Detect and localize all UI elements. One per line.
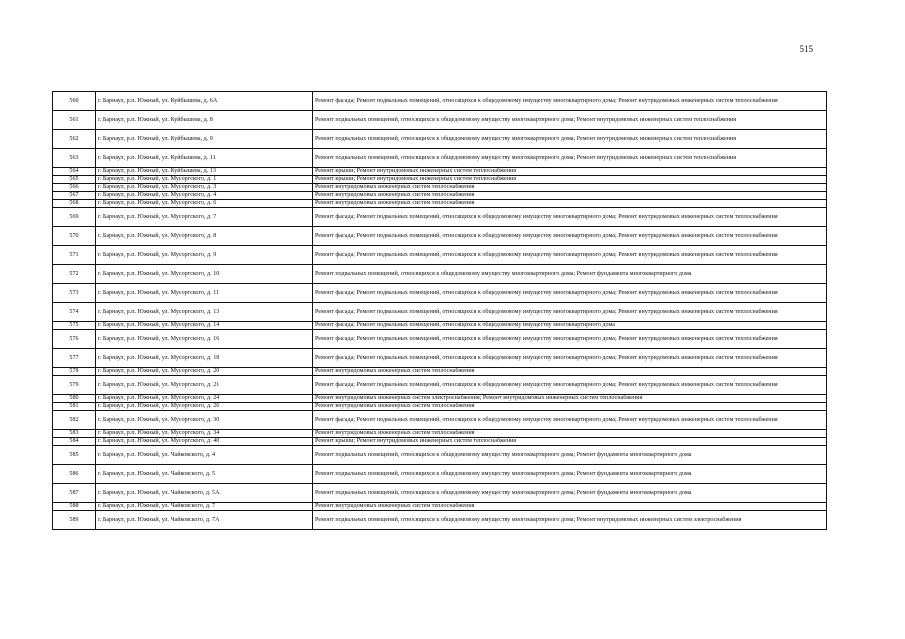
- row-address: г. Барнаул, р.п. Южный, ул. Чайковского, д. 5А: [96, 484, 313, 503]
- table-row: [53, 92, 827, 111]
- row-number: 589: [53, 511, 96, 530]
- row-works: Ремонт фасада; Ремонт подвальных помещений, относящихся к общедомовому имуществу многоквартирного дома; Ремонт внутридомовых инженерных систем теплоснабжения: [313, 284, 827, 303]
- table-row: [53, 395, 827, 403]
- row-works: Ремонт фасада; Ремонт подвальных помещений, относящихся к общедомовому имуществу многоквартирного дома; Ремонт внутридомовых инженерных систем теплоснабжения: [313, 330, 827, 349]
- table-row: [53, 184, 827, 192]
- row-number: 584: [53, 438, 96, 446]
- row-address: г. Барнаул, р.п. Южный, ул. Куйбышева, д. 8: [96, 111, 313, 130]
- row-address: г. Барнаул, р.п. Южный, ул. Мусоргского, д. 13: [96, 303, 313, 322]
- row-address: г. Барнаул, р.п. Южный, ул. Мусоргского, д. 30: [96, 411, 313, 430]
- row-number: 577: [53, 349, 96, 368]
- row-number: 568: [53, 200, 96, 208]
- row-address: г. Барнаул, р.п. Южный, ул. Мусоргского, д. 10: [96, 265, 313, 284]
- row-address: г. Барнаул, р.п. Южный, ул. Чайковского, д. 7: [96, 503, 313, 511]
- row-works: Ремонт внутридомовых инженерных систем электроснабжения; Ремонт внутридомовых инженерных систем теплоснабжения: [313, 395, 827, 403]
- row-number: 565: [53, 176, 96, 184]
- row-number: 579: [53, 376, 96, 395]
- row-number: 562: [53, 130, 96, 149]
- table-row: [53, 130, 827, 149]
- row-address: г. Барнаул, р.п. Южный, ул. Мусоргского, д. 24: [96, 395, 313, 403]
- row-number: 560: [53, 92, 96, 111]
- row-number: 570: [53, 227, 96, 246]
- row-address: г. Барнаул, р.п. Южный, ул. Мусоргского, д. 20: [96, 368, 313, 376]
- table-row: [53, 368, 827, 376]
- row-address: г. Барнаул, р.п. Южный, ул. Мусоргского, д. 3: [96, 184, 313, 192]
- table-row: [53, 284, 827, 303]
- row-address: г. Барнаул, р.п. Южный, ул. Мусоргского, д. 6: [96, 200, 313, 208]
- table-row: [53, 111, 827, 130]
- row-number: 586: [53, 465, 96, 484]
- table-row: [53, 303, 827, 322]
- row-address: г. Барнаул, р.п. Южный, ул. Мусоргского, д. 16: [96, 330, 313, 349]
- table-row: [53, 446, 827, 465]
- row-number: 583: [53, 430, 96, 438]
- row-address: г. Барнаул, р.п. Южный, ул. Мусоргского, д. 26: [96, 403, 313, 411]
- table-row: [53, 465, 827, 484]
- row-works: Ремонт фасада; Ремонт подвальных помещений, относящихся к общедомовому имуществу многоквартирного дома; Ремонт внутридомовых инженерных систем теплоснабжения: [313, 208, 827, 227]
- row-address: г. Барнаул, р.п. Южный, ул. Мусоргского, д. 21: [96, 376, 313, 395]
- table-row: [53, 192, 827, 200]
- row-number: 573: [53, 284, 96, 303]
- row-works: Ремонт крыши; Ремонт внутридомовых инженерных систем теплоснабжения: [313, 168, 827, 176]
- row-number: 561: [53, 111, 96, 130]
- row-address: г. Барнаул, р.п. Южный, ул. Куйбышева, д. 11: [96, 149, 313, 168]
- row-works: Ремонт внутридомовых инженерных систем теплоснабжения: [313, 403, 827, 411]
- table-row: [53, 246, 827, 265]
- row-works: Ремонт фасада; Ремонт подвальных помещений, относящихся к общедомовому имуществу многоквартирного дома; Ремонт внутридомовых инженерных систем теплоснабжения: [313, 92, 827, 111]
- row-number: 567: [53, 192, 96, 200]
- table-row: [53, 438, 827, 446]
- table-row: [53, 322, 827, 330]
- table-row: [53, 430, 827, 438]
- row-works: Ремонт подвальных помещений, относящихся к общедомовому имуществу многоквартирного дома; Ремонт фундамента многоквартирного дома: [313, 484, 827, 503]
- table-row: [53, 208, 827, 227]
- row-number: 575: [53, 322, 96, 330]
- page-number: 515: [799, 44, 813, 54]
- row-address: г. Барнаул, р.п. Южный, ул. Куйбышева, д. 6А: [96, 92, 313, 111]
- row-works: Ремонт крыши; Ремонт внутридомовых инженерных систем теплоснабжения: [313, 438, 827, 446]
- row-address: г. Барнаул, р.п. Южный, ул. Мусоргского, д. 40: [96, 438, 313, 446]
- row-address: г. Барнаул, р.п. Южный, ул. Мусоргского, д. 11: [96, 284, 313, 303]
- row-works: Ремонт внутридомовых инженерных систем теплоснабжения: [313, 192, 827, 200]
- table-row: [53, 330, 827, 349]
- row-works: Ремонт фасада; Ремонт подвальных помещений, относящихся к общедомовому имуществу многоквартирного дома; Ремонт внутридомовых инженерных систем теплоснабжения: [313, 227, 827, 246]
- table-row: [53, 227, 827, 246]
- row-works: Ремонт подвальных помещений, относящихся к общедомовому имуществу многоквартирного дома; Ремонт фундамента многоквартирного дома: [313, 265, 827, 284]
- row-number: 576: [53, 330, 96, 349]
- row-works: Ремонт подвальных помещений, относящихся к общедомовому имуществу многоквартирного дома; Ремонт фундамента многоквартирного дома: [313, 465, 827, 484]
- row-number: 578: [53, 368, 96, 376]
- row-number: 582: [53, 411, 96, 430]
- row-works: Ремонт подвальных помещений, относящихся к общедомовому имуществу многоквартирного дома; Ремонт внутридомовых инженерных систем теплоснабжения: [313, 111, 827, 130]
- table-row: [53, 349, 827, 368]
- row-works: Ремонт внутридомовых инженерных систем теплоснабжения: [313, 368, 827, 376]
- row-works: Ремонт фасада; Ремонт подвальных помещений, относящихся к общедомовому имуществу многоквартирного дома; Ремонт внутридомовых инженерных систем теплоснабжения: [313, 376, 827, 395]
- table-row: [53, 200, 827, 208]
- table-row: [53, 376, 827, 395]
- row-number: 572: [53, 265, 96, 284]
- row-address: г. Барнаул, р.п. Южный, ул. Мусоргского, д. 34: [96, 430, 313, 438]
- row-number: 564: [53, 168, 96, 176]
- works-registry-table: [52, 91, 827, 530]
- row-works: Ремонт фасада; Ремонт подвальных помещений, относящихся к общедомовому имуществу многоквартирного дома; Ремонт внутридомовых инженерных систем теплоснабжения: [313, 246, 827, 265]
- row-works: Ремонт подвальных помещений, относящихся к общедомовому имуществу многоквартирного дома; Ремонт внутридомовых инженерных систем теплоснабжения: [313, 149, 827, 168]
- registry-rows: [53, 92, 827, 530]
- table-row: [53, 411, 827, 430]
- row-number: 571: [53, 246, 96, 265]
- row-number: 574: [53, 303, 96, 322]
- row-address: г. Барнаул, р.п. Южный, ул. Чайковского, д. 5: [96, 465, 313, 484]
- table-row: [53, 149, 827, 168]
- row-number: 563: [53, 149, 96, 168]
- row-address: г. Барнаул, р.п. Южный, ул. Мусоргского, д. 4: [96, 192, 313, 200]
- row-address: г. Барнаул, р.п. Южный, ул. Куйбышева, д. 9: [96, 130, 313, 149]
- row-address: г. Барнаул, р.п. Южный, ул. Мусоргского, д. 1: [96, 176, 313, 184]
- row-number: 585: [53, 446, 96, 465]
- row-works: Ремонт фасада; Ремонт подвальных помещений, относящихся к общедомовому имуществу многоквартирного дома; Ремонт внутридомовых инженерных систем теплоснабжения: [313, 411, 827, 430]
- row-works: Ремонт подвальных помещений, относящихся к общедомовому имуществу многоквартирного дома; Ремонт внутридомовых инженерных систем электроснабжения: [313, 511, 827, 530]
- table-row: [53, 511, 827, 530]
- row-address: г. Барнаул, р.п. Южный, ул. Мусоргского, д. 7: [96, 208, 313, 227]
- row-number: 580: [53, 395, 96, 403]
- table-row: [53, 484, 827, 503]
- row-address: г. Барнаул, р.п. Южный, ул. Мусоргского, д. 14: [96, 322, 313, 330]
- row-address: г. Барнаул, р.п. Южный, ул. Чайковского, д. 4: [96, 446, 313, 465]
- row-works: Ремонт фасада; Ремонт подвальных помещений, относящихся к общедомовому имуществу многоквартирного дома; Ремонт внутридомовых инженерных систем теплоснабжения: [313, 303, 827, 322]
- row-number: 569: [53, 208, 96, 227]
- row-number: 566: [53, 184, 96, 192]
- row-works: Ремонт внутридомовых инженерных систем теплоснабжения: [313, 184, 827, 192]
- table-row: [53, 503, 827, 511]
- row-number: 581: [53, 403, 96, 411]
- table-row: [53, 265, 827, 284]
- row-address: г. Барнаул, р.п. Южный, ул. Куйбышева, д. 13: [96, 168, 313, 176]
- row-number: 588: [53, 503, 96, 511]
- row-address: г. Барнаул, р.п. Южный, ул. Чайковского, д. 7А: [96, 511, 313, 530]
- row-works: Ремонт подвальных помещений, относящихся к общедомовому имуществу многоквартирного дома; Ремонт внутридомовых инженерных систем теплоснабжения: [313, 130, 827, 149]
- table-row: [53, 403, 827, 411]
- row-works: Ремонт внутридомовых инженерных систем теплоснабжения: [313, 200, 827, 208]
- row-works: Ремонт крыши; Ремонт внутридомовых инженерных систем теплоснабжения: [313, 176, 827, 184]
- row-number: 587: [53, 484, 96, 503]
- table-row: [53, 176, 827, 184]
- row-works: Ремонт внутридомовых инженерных систем теплоснабжения: [313, 503, 827, 511]
- row-address: г. Барнаул, р.п. Южный, ул. Мусоргского, д. 18: [96, 349, 313, 368]
- row-address: г. Барнаул, р.п. Южный, ул. Мусоргского, д. 9: [96, 246, 313, 265]
- row-works: Ремонт внутридомовых инженерных систем теплоснабжения: [313, 430, 827, 438]
- row-address: г. Барнаул, р.п. Южный, ул. Мусоргского, д. 8: [96, 227, 313, 246]
- table-row: [53, 168, 827, 176]
- row-works: Ремонт подвальных помещений, относящихся к общедомовому имуществу многоквартирного дома; Ремонт фундамента многоквартирного дома: [313, 446, 827, 465]
- row-works: Ремонт фасада; Ремонт подвальных помещений, относящихся к общедомовому имуществу многоквартирного дома: [313, 322, 827, 330]
- row-works: Ремонт фасада; Ремонт подвальных помещений, относящихся к общедомовому имуществу многоквартирного дома; Ремонт внутридомовых инженерных систем теплоснабжения: [313, 349, 827, 368]
